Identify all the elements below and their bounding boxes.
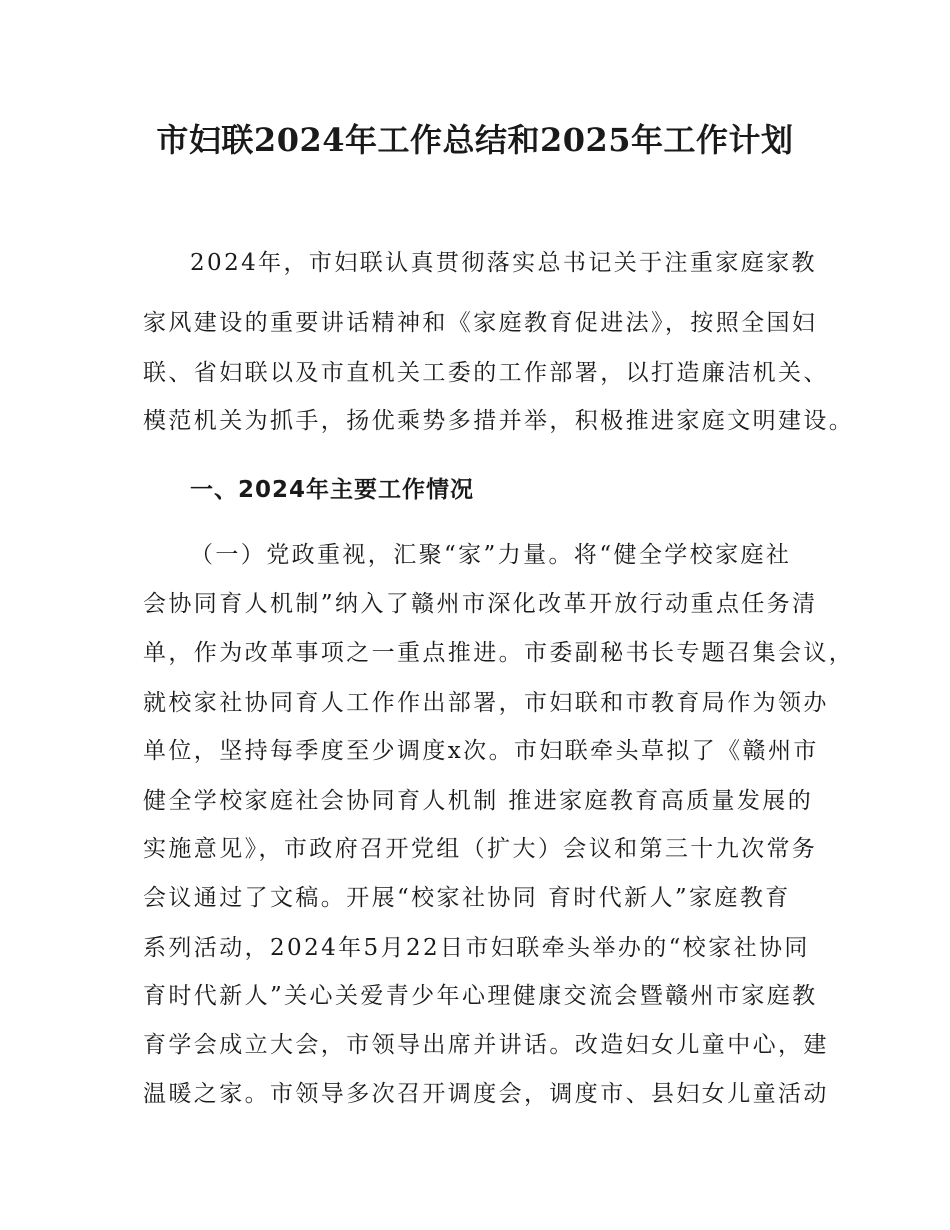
section1-line-3: 单，作为改革事项之一重点推进。市委副秘书长专题召集会议， xyxy=(143,640,855,666)
document-title: 市妇联2024年工作总结和2025年工作计划 xyxy=(156,121,794,159)
section1-line-10: 育时代新人”关心关爱青少年心理健康交流会暨赣州市家庭教 xyxy=(143,983,818,1009)
section1-line-7: 实施意见》，市政府召开党组（扩大）会议和第三十九次常务 xyxy=(143,836,818,862)
section1-line-5: 单位，坚持每季度至少调度x次。市妇联牵头草拟了《赣州市 xyxy=(143,738,819,764)
section1-line-4: 就校家社协同育人工作作出部署，市妇联和市教育局作为领办 xyxy=(143,690,829,716)
section1-line-11: 育学会成立大会，市领导出席并讲话。改造妇女儿童中心，建 xyxy=(143,1032,829,1058)
section-heading: 一、2024年主要工作情况 xyxy=(190,477,475,503)
section1-line-8: 会议通过了文稿。开展“校家社协同 育时代新人”家庭教育 xyxy=(143,885,791,911)
intro-line-2: 家风建设的重要讲话精神和《家庭教育促进法》，按照全国妇 xyxy=(143,310,818,336)
section1-line-2: 会协同育人机制”纳入了赣州市深化改革开放行动重点任务清 xyxy=(143,591,818,617)
section1-line-12: 温暖之家。市领导多次召开调度会，调度市、县妇女儿童活动 xyxy=(143,1081,829,1107)
intro-line-3: 联、省妇联以及市直机关工委的工作部署，以打造廉洁机关、 xyxy=(143,360,829,386)
section1-line-1: （一）党政重视，汇聚“家”力量。将“健全学校家庭社 xyxy=(190,542,792,568)
intro-line-1: 2024年，市妇联认真贯彻落实总书记关于注重家庭家教 xyxy=(190,250,817,276)
section1-line-6: 健全学校家庭社会协同育人机制 推进家庭教育高质量发展的 xyxy=(143,788,814,814)
section1-line-9: 系列活动，2024年5月22日市妇联牵头举办的“校家社协同 xyxy=(143,935,810,961)
intro-line-4: 模范机关为抓手，扬优乘势多措并举，积极推进家庭文明建设。 xyxy=(143,408,855,434)
